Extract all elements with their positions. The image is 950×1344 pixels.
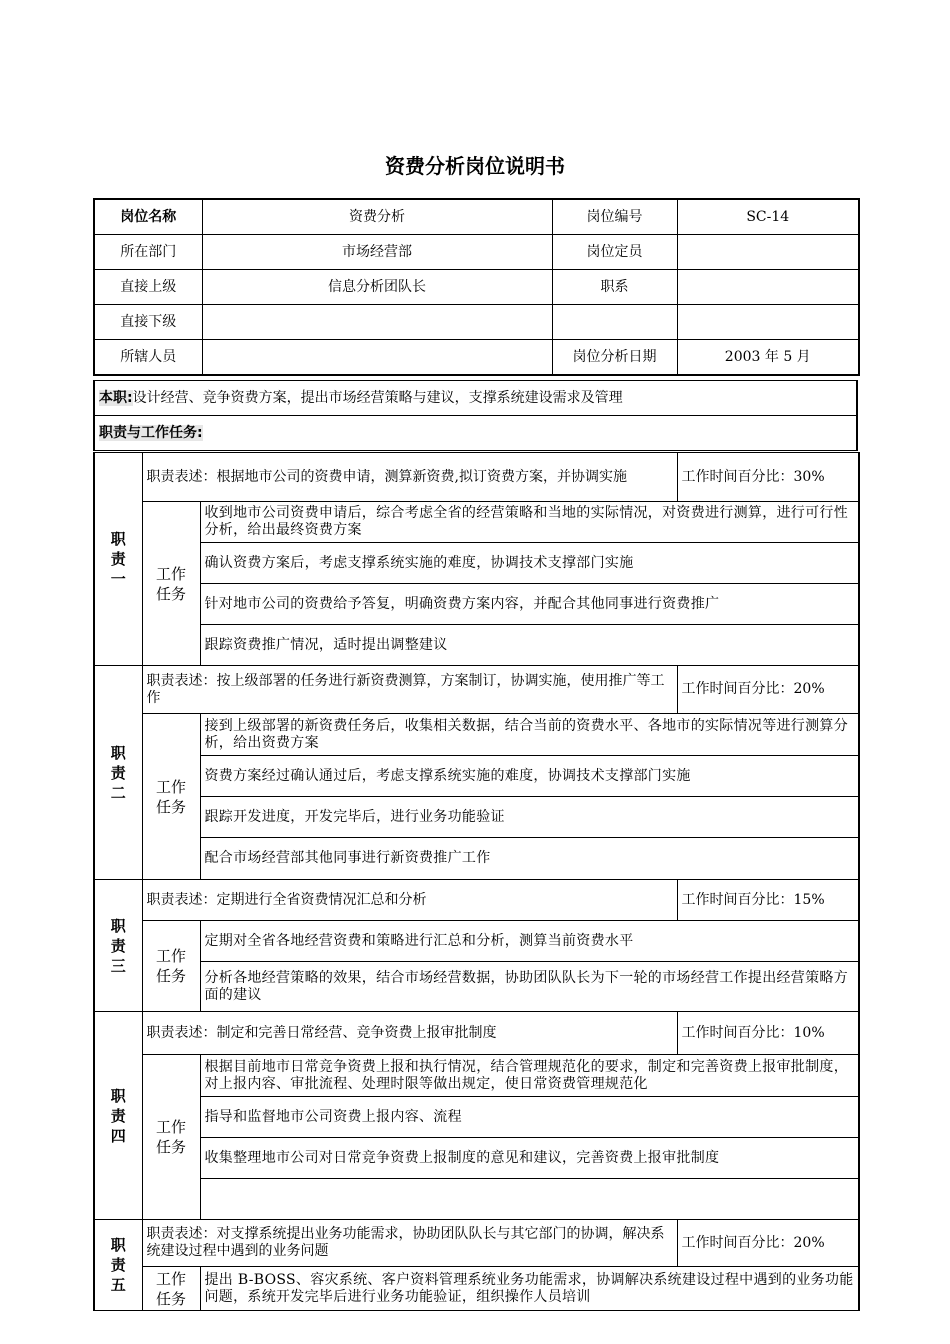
task-row bbox=[94, 1267, 859, 1311]
task-item: 配合市场经营部其他同事进行新资费推广工作 bbox=[200, 838, 859, 880]
task-row bbox=[94, 838, 859, 880]
job-series-value bbox=[677, 270, 859, 305]
table-row bbox=[94, 305, 859, 340]
duty-description: 职责表述：定期进行全省资费情况汇总和分析 bbox=[142, 880, 677, 921]
task-item: 跟踪开发进度，开发完毕后，进行业务功能验证 bbox=[200, 797, 859, 838]
time-percentage: 工作时间百分比：15% bbox=[677, 880, 859, 921]
page-title: 资费分析岗位说明书 bbox=[385, 154, 565, 178]
managed-staff-value bbox=[202, 340, 552, 376]
duty-label: 职 责 一 bbox=[94, 453, 142, 666]
duty-label: 职 责 五 bbox=[94, 1220, 142, 1311]
table-row bbox=[94, 270, 859, 305]
task-item: 接到上级部署的新资费任务后，收集相关数据，结合当前的资费水平、各地市的实际情况等进行测算分析，给出资费方案 bbox=[200, 714, 859, 756]
task-item: 根据目前地市日常竞争资费上报和执行情况，结合管理规范化的要求，制定和完善资费上报审批制度，对上报内容、审批流程、处理时限等做出规定，使日常资费管理规范化 bbox=[200, 1055, 859, 1097]
duty-description: 职责表述：对支撑系统提出业务功能需求，协助团队队长与其它部门的协调，解决系统建设过程中遇到的业务问题 bbox=[142, 1220, 677, 1267]
table-row bbox=[94, 235, 859, 270]
task-item: 定期对全省各地经营资费和策略进行汇总和分析，测算当前资费水平 bbox=[200, 921, 859, 962]
table-row bbox=[94, 416, 857, 451]
duty-label: 职 责 四 bbox=[94, 1012, 142, 1220]
task-item: 提出 B-BOSS、容灾系统、客户资料管理系统业务功能需求，协调解决系统建设过程中遇到的业务功能问题，系统开发完毕后进行业务功能验证，组织操作人员培训 bbox=[200, 1267, 859, 1311]
task-row bbox=[94, 756, 859, 797]
time-percentage: 工作时间百分比：30% bbox=[677, 453, 859, 502]
task-row bbox=[94, 1138, 859, 1179]
task-row bbox=[94, 1179, 859, 1220]
position-name-value: 资费分析 bbox=[202, 199, 552, 235]
duties-body bbox=[94, 453, 859, 1311]
duty-row bbox=[94, 666, 859, 714]
job-series-label: 职系 bbox=[552, 270, 677, 305]
empty-cell bbox=[552, 305, 677, 340]
position-name-label: 岗位名称 bbox=[94, 199, 202, 235]
time-percentage: 工作时间百分比：20% bbox=[677, 666, 859, 714]
basic-info-table bbox=[93, 198, 860, 376]
task-row bbox=[94, 1055, 859, 1097]
summary-table bbox=[93, 380, 858, 451]
analysis-date-label: 岗位分析日期 bbox=[552, 340, 677, 376]
job-summary bbox=[94, 381, 857, 416]
task-row bbox=[94, 502, 859, 543]
analysis-date-value: 2003 年 5 月 bbox=[677, 340, 859, 376]
duty-row bbox=[94, 1220, 859, 1267]
task-row bbox=[94, 625, 859, 666]
managed-staff-label: 所辖人员 bbox=[94, 340, 202, 376]
task-row bbox=[94, 1097, 859, 1138]
duty-description: 职责表述：制定和完善日常经营、竞争资费上报审批制度 bbox=[142, 1012, 677, 1055]
duties-table bbox=[93, 452, 860, 1311]
job-summary-label: 本职: bbox=[99, 389, 133, 406]
duties-header: 职责与工作任务: bbox=[99, 424, 203, 441]
task-row bbox=[94, 962, 859, 1012]
position-code-label: 岗位编号 bbox=[552, 199, 677, 235]
subordinate-label: 直接下级 bbox=[94, 305, 202, 340]
duty-row bbox=[94, 1012, 859, 1055]
duty-label: 职 责 二 bbox=[94, 666, 142, 880]
duty-row bbox=[94, 880, 859, 921]
duty-row bbox=[94, 453, 859, 502]
time-percentage: 工作时间百分比：20% bbox=[677, 1220, 859, 1267]
empty-cell bbox=[677, 305, 859, 340]
headcount-value bbox=[677, 235, 859, 270]
department-label: 所在部门 bbox=[94, 235, 202, 270]
work-task-label: 工作 任务 bbox=[142, 1267, 200, 1311]
duty-label: 职 责 三 bbox=[94, 880, 142, 1012]
table-row bbox=[94, 381, 857, 416]
department-value: 市场经营部 bbox=[202, 235, 552, 270]
task-row bbox=[94, 797, 859, 838]
headcount-label: 岗位定员 bbox=[552, 235, 677, 270]
work-task-label: 工作 任务 bbox=[142, 502, 200, 666]
task-row bbox=[94, 543, 859, 584]
duties-header-cell bbox=[94, 416, 857, 451]
task-item: 分析各地经营策略的效果，结合市场经营数据，协助团队队长为下一轮的市场经营工作提出经营策略方面的建议 bbox=[200, 962, 859, 1012]
duty-description: 职责表述：根据地市公司的资费申请，测算新资费,拟订资费方案，并协调实施 bbox=[142, 453, 677, 502]
task-item: 确认资费方案后，考虑支撑系统实施的难度，协调技术支撑部门实施 bbox=[200, 543, 859, 584]
work-task-label: 工作 任务 bbox=[142, 921, 200, 1012]
subordinate-value bbox=[202, 305, 552, 340]
task-item: 跟踪资费推广情况，适时提出调整建议 bbox=[200, 625, 859, 666]
work-task-label: 工作 任务 bbox=[142, 714, 200, 880]
table-row bbox=[94, 199, 859, 235]
time-percentage: 工作时间百分比：10% bbox=[677, 1012, 859, 1055]
superior-value: 信息分析团队长 bbox=[202, 270, 552, 305]
task-row bbox=[94, 921, 859, 962]
task-item bbox=[200, 1179, 859, 1220]
table-row bbox=[94, 340, 859, 376]
task-item: 收集整理地市公司对日常竞争资费上报制度的意见和建议，完善资费上报审批制度 bbox=[200, 1138, 859, 1179]
job-summary-text: 设计经营、竞争资费方案，提出市场经营策略与建议，支撑系统建设需求及管理 bbox=[132, 389, 623, 406]
task-item: 收到地市公司资费申请后，综合考虑全省的经营策略和当地的实际情况，对资费进行测算，进行可行性分析，给出最终资费方案 bbox=[200, 502, 859, 543]
duty-description: 职责表述：按上级部署的任务进行新资费测算，方案制订，协调实施，使用推广等工作 bbox=[142, 666, 677, 714]
task-row bbox=[94, 714, 859, 756]
superior-label: 直接上级 bbox=[94, 270, 202, 305]
task-row bbox=[94, 584, 859, 625]
task-item: 针对地市公司的资费给予答复，明确资费方案内容，并配合其他同事进行资费推广 bbox=[200, 584, 859, 625]
task-item: 指导和监督地市公司资费上报内容、流程 bbox=[200, 1097, 859, 1138]
task-item: 资费方案经过确认通过后，考虑支撑系统实施的难度，协调技术支撑部门实施 bbox=[200, 756, 859, 797]
position-code-value: SC-14 bbox=[677, 199, 859, 235]
work-task-label: 工作 任务 bbox=[142, 1055, 200, 1220]
